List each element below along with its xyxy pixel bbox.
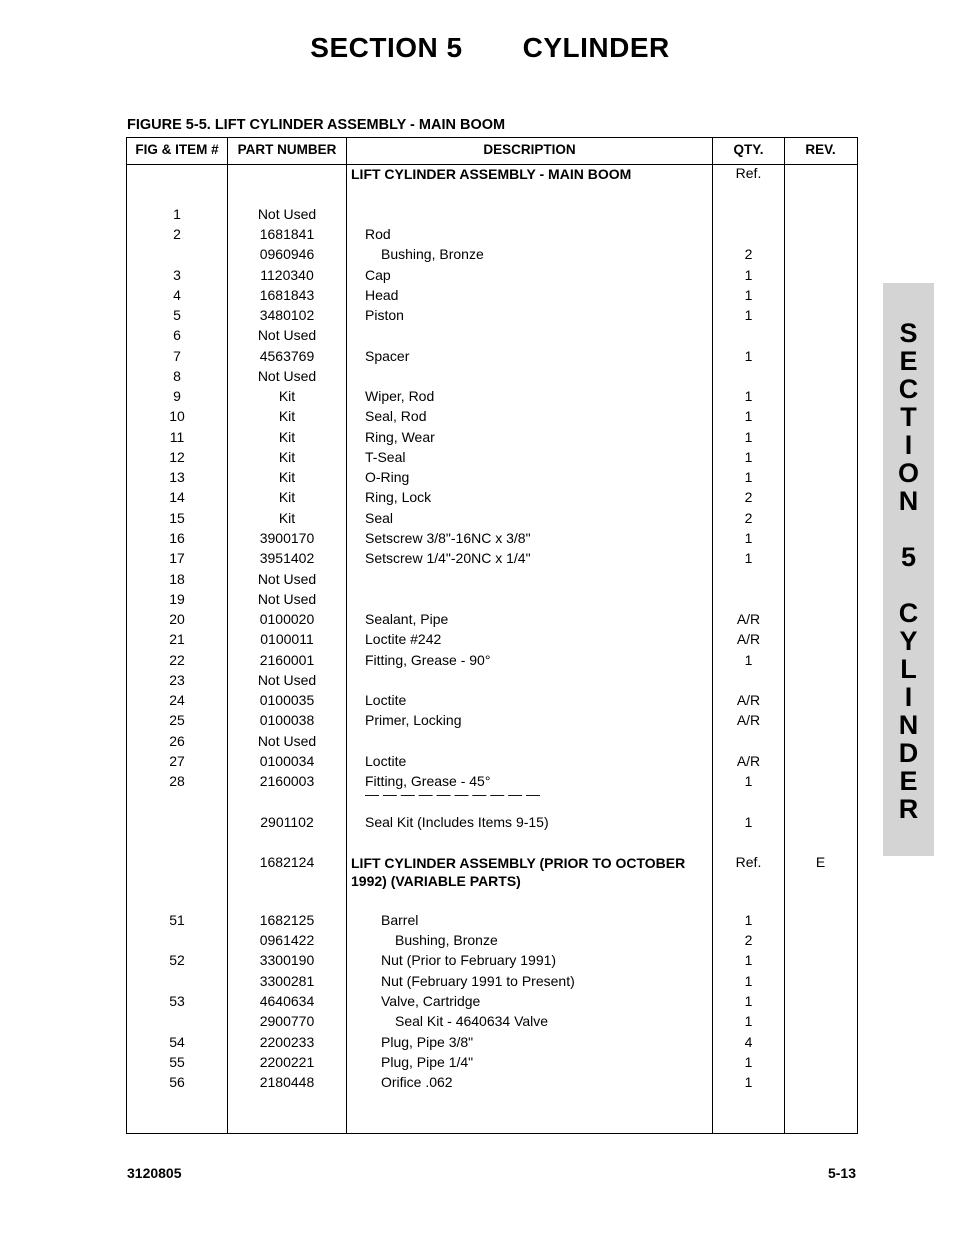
part-number-cell: 3480102 <box>259 307 315 323</box>
qty-cell: A/R <box>736 753 761 769</box>
fig-cell: 56 <box>169 1074 185 1090</box>
description-cell: Fitting, Grease - 90° <box>365 652 491 668</box>
qty-cell: 1 <box>744 408 753 424</box>
qty-cell: 1 <box>744 550 753 566</box>
part-number-cell: 3900170 <box>259 530 315 546</box>
part-number-cell: Not Used <box>257 733 317 749</box>
qty-cell: 2 <box>744 246 753 262</box>
part-number-cell: Kit <box>278 449 296 465</box>
part-number-cell: 2200233 <box>259 1034 315 1050</box>
side-tab-letter: N <box>898 486 919 516</box>
section-label: SECTION 5 <box>310 32 463 63</box>
section-title: CYLINDER <box>522 32 670 63</box>
fig-cell: 54 <box>169 1034 185 1050</box>
figure-title: FIGURE 5-5. LIFT CYLINDER ASSEMBLY - MAIN BOOM <box>127 117 506 133</box>
side-tab-letter: O <box>897 458 919 488</box>
part-number-cell: 3300190 <box>259 952 315 968</box>
fig-cell: 13 <box>169 469 185 485</box>
qty-cell: 1 <box>744 469 753 485</box>
col-header-qty: QTY. <box>733 142 764 157</box>
qty-cell: 1 <box>744 348 753 364</box>
description-cell: Loctite #242 <box>365 631 442 647</box>
qty-cell: A/R <box>736 712 761 728</box>
part-number-cell: Kit <box>278 408 296 424</box>
description-cell: Head <box>365 287 399 303</box>
part-number-cell: 0100011 <box>260 631 314 647</box>
description-cell: Seal, Rod <box>365 408 427 424</box>
description-cell: Ring, Wear <box>365 429 435 445</box>
fig-cell: 3 <box>173 267 181 283</box>
column-divider <box>346 138 347 1133</box>
part-number-cell: 0960946 <box>259 246 315 262</box>
fig-cell: 55 <box>169 1054 185 1070</box>
description-cell: Ring, Lock <box>365 489 432 505</box>
rev-cell: E <box>815 854 826 870</box>
qty-cell: 1 <box>744 773 753 789</box>
description-cell: T-Seal <box>365 449 406 465</box>
part-number-cell: Not Used <box>257 672 317 688</box>
description-cell: Rod <box>365 226 391 242</box>
col-header-rev: REV. <box>805 142 836 157</box>
description-cell: Setscrew 1/4"-20NC x 1/4" <box>365 550 531 566</box>
side-tab-letter: C <box>898 598 919 628</box>
qty-cell: 1 <box>744 952 753 968</box>
side-tab-letter: T <box>900 402 917 432</box>
description-cell: LIFT CYLINDER ASSEMBLY (PRIOR TO OCTOBER 1992) (VARIABLE PARTS) <box>351 855 686 889</box>
fig-cell: 26 <box>169 733 185 749</box>
fig-cell: 8 <box>173 368 181 384</box>
qty-cell: 1 <box>744 973 753 989</box>
fig-cell: 17 <box>169 550 185 566</box>
fig-cell: 25 <box>169 712 185 728</box>
qty-cell: 2 <box>744 510 753 526</box>
side-tab-letter: C <box>898 374 919 404</box>
part-number-cell: 1681843 <box>259 287 315 303</box>
fig-cell: 27 <box>169 753 185 769</box>
qty-cell: 1 <box>744 307 753 323</box>
fig-cell: 16 <box>169 530 185 546</box>
qty-cell: 1 <box>744 449 753 465</box>
fig-cell: 22 <box>169 652 185 668</box>
part-number-cell: Not Used <box>257 327 317 343</box>
part-number-cell: 1681841 <box>259 226 315 242</box>
fig-cell: 7 <box>173 348 181 364</box>
part-number-cell: 3951402 <box>259 550 315 566</box>
fig-cell: 28 <box>169 773 185 789</box>
part-number-cell: 2901102 <box>260 814 314 830</box>
description-cell: Seal Kit - 4640634 Valve <box>395 1013 549 1029</box>
qty-cell: 1 <box>744 814 753 830</box>
description-cell: Orifice .062 <box>381 1074 453 1090</box>
qty-cell: 1 <box>744 652 753 668</box>
fig-cell: 12 <box>169 449 185 465</box>
footer-page-number: 5-13 <box>827 1165 856 1181</box>
qty-cell: 2 <box>744 489 753 505</box>
description-cell: Bushing, Bronze <box>395 932 498 948</box>
description-cell: Cap <box>365 267 391 283</box>
fig-cell: 51 <box>169 912 185 928</box>
side-tab-letter: E <box>899 766 918 796</box>
part-number-cell: 2160003 <box>259 773 315 789</box>
qty-cell: Ref. <box>735 165 762 181</box>
side-tab-letter: R <box>898 794 919 824</box>
qty-cell: 4 <box>744 1034 753 1050</box>
column-divider <box>784 138 785 1133</box>
description-cell: Spacer <box>365 348 410 364</box>
fig-cell: 4 <box>173 287 181 303</box>
fig-cell: 5 <box>173 307 181 323</box>
qty-cell: A/R <box>736 611 761 627</box>
part-number-cell: 2160001 <box>259 652 315 668</box>
fig-cell: 11 <box>169 429 185 445</box>
description-cell: Bushing, Bronze <box>381 246 484 262</box>
part-number-cell: 0961422 <box>259 932 315 948</box>
fig-cell: 1 <box>173 206 181 222</box>
fig-cell: 15 <box>169 510 185 526</box>
description-cell: Piston <box>365 307 404 323</box>
qty-cell: Ref. <box>735 854 762 870</box>
page-header <box>0 32 954 64</box>
fig-cell: 9 <box>173 388 181 404</box>
part-number-cell: Kit <box>278 489 296 505</box>
description-cell: — — — — — — — — — — <box>365 786 541 802</box>
description-cell: Primer, Locking <box>365 712 462 728</box>
description-cell: Seal <box>365 510 394 526</box>
qty-cell: 1 <box>744 912 753 928</box>
qty-cell: 1 <box>744 267 753 283</box>
description-cell: Loctite <box>365 753 407 769</box>
description-cell: Nut (Prior to February 1991) <box>381 952 557 968</box>
side-tab-letter: Y <box>899 626 918 656</box>
part-number-cell: 2900770 <box>259 1013 315 1029</box>
qty-cell: A/R <box>736 631 761 647</box>
fig-cell: 6 <box>173 327 181 343</box>
part-number-cell: Not Used <box>257 571 317 587</box>
col-header-fig: FIG & ITEM # <box>135 142 219 157</box>
part-number-cell: Kit <box>278 469 296 485</box>
description-cell: LIFT CYLINDER ASSEMBLY - MAIN BOOM <box>351 166 632 182</box>
description-cell: Seal Kit (Includes Items 9-15) <box>365 814 549 830</box>
part-number-cell: 3300281 <box>259 973 315 989</box>
part-number-cell: Not Used <box>257 368 317 384</box>
description-cell: Plug, Pipe 1/4" <box>381 1054 474 1070</box>
side-tab-letter: D <box>898 738 919 768</box>
side-tab-letter: I <box>904 430 913 460</box>
side-tab-letter: N <box>898 710 919 740</box>
description-cell: Fitting, Grease - 45° <box>365 773 491 789</box>
description-cell: Nut (February 1991 to Present) <box>381 973 575 989</box>
fig-cell: 53 <box>169 993 185 1009</box>
part-number-cell: 1682124 <box>259 854 315 870</box>
part-number-cell: 2180448 <box>259 1074 315 1090</box>
qty-cell: 1 <box>744 993 753 1009</box>
part-number-cell: Kit <box>278 429 296 445</box>
part-number-cell: 4563769 <box>259 348 315 364</box>
section-side-tab <box>883 283 934 856</box>
fig-cell: 2 <box>173 226 181 242</box>
part-number-cell: 1120340 <box>260 267 314 283</box>
qty-cell: 1 <box>744 1074 753 1090</box>
part-number-cell: Kit <box>278 388 296 404</box>
side-tab-letter: 5 <box>900 542 917 572</box>
part-number-cell: 4640634 <box>259 993 315 1009</box>
part-number-cell: Not Used <box>257 206 317 222</box>
side-tab-letter: E <box>899 346 918 376</box>
description-cell: Barrel <box>381 912 419 928</box>
side-tab-letter: I <box>904 682 913 712</box>
qty-cell: 1 <box>744 287 753 303</box>
description-cell: Valve, Cartridge <box>381 993 481 1009</box>
col-header-desc: DESCRIPTION <box>483 142 576 157</box>
part-number-cell: 0100035 <box>259 692 315 708</box>
side-tab-letter: L <box>900 654 917 684</box>
part-number-cell: 2200221 <box>259 1054 315 1070</box>
description-cell: Sealant, Pipe <box>365 611 449 627</box>
part-number-cell: 0100020 <box>259 611 315 627</box>
parts-table <box>126 137 858 1134</box>
footer-doc-number: 3120805 <box>127 1165 182 1181</box>
description-cell: Plug, Pipe 3/8" <box>381 1034 474 1050</box>
part-number-cell: Kit <box>278 510 296 526</box>
fig-cell: 24 <box>169 692 185 708</box>
fig-cell: 21 <box>169 631 185 647</box>
qty-cell: 1 <box>744 530 753 546</box>
fig-cell: 20 <box>169 611 185 627</box>
part-number-cell: 1682125 <box>259 912 315 928</box>
part-number-cell: Not Used <box>257 591 317 607</box>
part-number-cell: 0100038 <box>259 712 315 728</box>
qty-cell: 1 <box>744 1013 753 1029</box>
fig-cell: 10 <box>169 408 185 424</box>
fig-cell: 19 <box>169 591 185 607</box>
fig-cell: 14 <box>169 489 185 505</box>
fig-cell: 23 <box>169 672 185 688</box>
qty-cell: 1 <box>744 429 753 445</box>
fig-cell: 52 <box>169 952 185 968</box>
qty-cell: A/R <box>736 692 761 708</box>
qty-cell: 1 <box>744 388 753 404</box>
description-cell: Loctite <box>365 692 407 708</box>
description-cell: O-Ring <box>365 469 410 485</box>
qty-cell: 2 <box>744 932 753 948</box>
description-cell: Setscrew 3/8"-16NC x 3/8" <box>365 530 531 546</box>
col-header-part: PART NUMBER <box>237 142 337 157</box>
description-cell: Wiper, Rod <box>365 388 435 404</box>
qty-cell: 1 <box>744 1054 753 1070</box>
part-number-cell: 0100034 <box>259 753 315 769</box>
side-tab-letter: S <box>899 318 918 348</box>
fig-cell: 18 <box>169 571 185 587</box>
